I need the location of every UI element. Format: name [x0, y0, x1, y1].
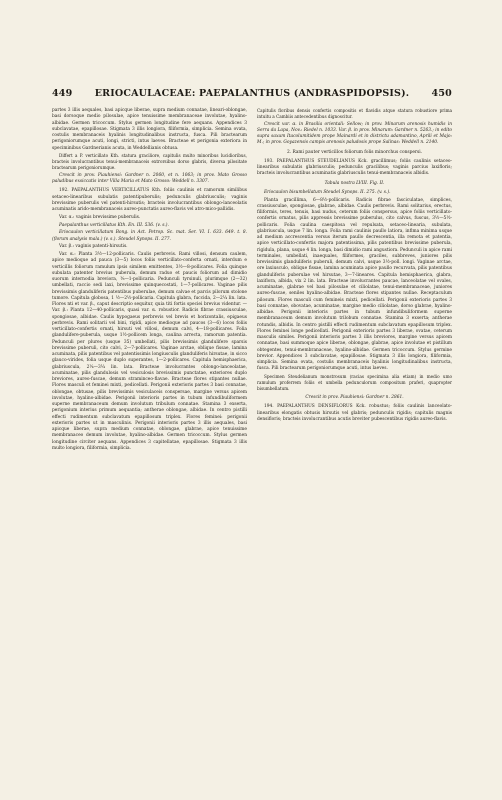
- running-title: ERIOCAULACEAE: PAEPALANTHUS (ANDRASPIDOPSIS).: [94, 88, 410, 99]
- description-paragraph: Var. α.: Planta 3½—12-pollicaris. Caulis perbrevis. Rami villosi, densum caulem, apice medioque ad pauca (3—5) locos foliis verticillato-conferta ornati, interdum e verticillis foliorum ramulum ipsis similem emittentes, 3½—8-pollicares. Folia quinque subulata patenter brevius puberula, demum raduo et paucis foliorum ad dimidio suorum internodia breviora, ⅜—1-pollicaria. Pedunculi tyrsinuli, plurimque (2—32) umbellati, raccio sedi laxi, brevissime quinquecostati, 1—7-pollicares. Vaginae pilis brevissimis glanduliferis patentibus puberulae, demum calvae et parcis pilorum stolone tumore. Capitula globosa, 1 ½—2½-pollicaria. Capitula glabra, fuccida, 2—2¼ lin. lata. Flores nti et var. β., caput descriptio sequitur, quia titi fortis speciei brevius videntur. — Var. β.: Planta 12—40-pollicaris, quasi var. α. robustior. Radicis fibrae crassiusculae, spongiosae, albidae. Caulis hypogaeus perbrevis vel brevis et horizontalis, epigaeus perbrevis. Rami solitarii vel bini, rigidi, apice medioque ad paucos (3—6) locos foliis verticillato-confertis ornati, hirsuti vel villosi, demum calvi, 4—18-pollicares. Folia glandulifere-puberula, usque 1½-pollicem longa, caulina arrecta, ramorum patentia. Pedunculi per plures (usque 35) umbellati, pilis brevissimis glandulifere sparsis brevissime puberuli, cito calvi, 2—7-pollicares. Vaginae arctae, oblique fissae, lamina acuminata, pilis patentibus vel patentissimis longiusculis glanduliferis hirsutae, in sicco glauco-virides, folia usque duplo superantes, 1—2-pollicares. Capitula hemisphaerica, glabriuscula, 2¼—3¼ lin. lata. Bracteae involucrantes oblongo-lanceolatae, acuminatae, pilis glandulosis vel vesiculosis brevissimis punctatae, exteriores duplo breviores, aureo-fuscae, demum straminceo-flavae. Bracteae flores stipantes nullae. Flores masculi et feminei mixti, pedicellati. Perigonii exterioris partes 3 basi connatae, oblongae, obtusae, pilis brevissimis vesiculaceis conspersae, margine versus apicem involutae, hyalino-albidae. Perigonii interioris partes in tubum infundibuliformem superne membranaceum demum involutum tribulum connatae. Stamina 3 exserta, perigonium interius primum aequantia; antherae oblongae, albidae. In centro pistilli effecti rudimentum subclavatum epapillosum triplex. Flores feminei: perigonii exterioris partes ut in masculinis. Perigonii interioris partes 3 illis aequales, basi apicque liberae, supra medium connatae, oblongae, glabrae, apice tenuissime membranaceo demum involutae, hyalino-albidae. Germen tricoccum. Stylus germen longitudine circiter aequans. Appendices 3 capitellatae, epapillosae. Stigmata 3 illis multo longiora, filiformia, simplicia.: [52, 252, 247, 451]
- section-heading: 2. Rami pauter verticillos foliorum folis minorchus conspersi.: [286, 149, 423, 155]
- synonym-line: Eriocaulon bisumbellatum Steudel Synops. II. 275. (v. s.).: [264, 189, 391, 195]
- synonym-line: Eriocaulon verticillatum Bong. in Act. Petrop. Sc. mat. Ser. VI. I. 633. 649. t. 8. (florum analysis mala.) (v. s.). Steudel Synops. II. 277.: [52, 230, 247, 242]
- locality-paragraph: Crescit in prov. Piauhiensi: Gardner n. 2861.: [305, 395, 404, 400]
- description-paragraph: Planta gracillima, 6—8½-pollicaris. Radicis fibrae fasciculatae, simplices, crassiusculae, spongiosae, glabrae, albidae. Caulis perbrevis. Rami solitarius, erectus, filiformis, teres, tenuis, basi nudus, ceterum foliis conspersus, apice foliis verticillato-confertis ornatus, pilis appressis brevissime puberulus, cito calvus, fuscus, 3½—5½-pollicaris. Folia caulina caespitosa vel repulsata, setaceo-linearia, subulata, glabriuscula, usque 7 lin. longa. Folia rami caulinis paullo latiora, infima minima usque ad medium accrescentia versus iterum paullo decrescentia, illa remota et patentia, apice verticillato-confertis majora patentissima, pilis patentibus brevissime puberula, rigidula, plana, usque 4 lin. longa, basi dimidio rami angustiora. Pedunculi in apice rami terminales, umbellati, inaequales, filiformes, graciles, subbreves, juniores pilis brevissimis glanduliferis puberuli, demum calvi, usque 3½-poll. longi. Vaginae arctae, ore laxiusculo, oblique fissae, lamina acuminata apice paullo recurvata, pilis patentibus glanduliferis puberulae vel hirsutae, 3—7-lineares. Capitula hemisphaerica, glabra, laxiflora, albida, vix 2 lin. lata. Bracteae involucrantes paucae, lanceolatae vel ovales, acuminatae, glabrae vel basi pilosulae et ciliolatae, tenui-membranaceae, juniores aureo-fuscae, seniles hyalino-albidae. Bracteae flores stipantes nullae. Receptaculum pilosum. Flores masculi cum femineis mixti, pedicellati. Perigonii exterioris partes 3 basi connatae, obovatae, acuminatae, margine medio ciliolatae, dorso glabrae, hyalino-albidae. Perigonii interioris partes in tubum infundibuliformem superne membranaceum demum involutum trilobum connatae. Stamina 3 exserta; antherae rotundis, albidis. In centro pistilli effecti rudimentum subclavatum epapillosum triplex. Flores feminei longe pedicellati. Perigonii exterioris partes 3 liberae, ovatae, ceterum masculis similes. Perigonii interioris partes 3 illis breviores, margine versus apicem connatae, basi summoque apice liberae, oblongae, glabrae, apice involutae et pistillum obtegentes, tenui-membranaceae, hyalino-albidae. Germen tricoccum. Stylus germine brevior. Appendices 3 subclavatae, epapillosae. Stigmata 3 illis longiora, filiformia, simplicia. Semina ovata, costulis membranaceis hyalinis longitudinalibus instructa, fusca. Pili bractearum perigoniorumque acuti, intus laeves.: [257, 197, 452, 372]
- variety-line: Var. α.: vaginis brevissime puberulis.: [59, 214, 141, 220]
- species-heading: 194. PAEPALANTHUS DENSIFLORUS Kck. robustus; foliis caulinis lanceolato-linearibus elongatis obtusis hirsutis vel glabris; pedunculis rigidis; capitulis magnis densifloris; bracteis involucrantibus acutis breviter pubescentibus rigidis aureo-flavis.: [257, 404, 452, 422]
- species-heading: 193. PAEPALANTHUS STEUDELIANUS Kck. gracillimus; foliis caulinis setaceo-linearibus subulatis glabriusculis; pedunculis gracilibus; vaginis parcius laxifloris; bracteis involucrantibus acuminatis glabriusculis tenui-membranaceis albidis.: [257, 158, 452, 177]
- plate-reference: Tabula nostra LVIII. Fig. II.: [324, 180, 385, 186]
- paragraph: partes 3 illis aequales, basi apicque liberae, supra medium connatae, lineari-oblongae, basi dorsoque medio pilosulae, apice tenuissime membranaceae involutae, hyalino-albidae. Germen tricoccum. Stylus germen longitudine fere aequans. Appendices 3 subclavatae, epapillosae. Stigmata 3 illis longiora, filiformia, simplicia. Semina ovata, costulis membranaceis hyalinis longitudinalibus instructa, fusca. Pili bractearum perigoniorumque acuti, longi, stricti, intus laeves. Bracteae et perigonia exteriora in speciminibus Gardnerianis acuta, in Weddellianis obtusa.: [52, 108, 247, 151]
- variety-line: Var. β.: vaginis patenti-hirsutis.: [59, 244, 128, 250]
- right-page-number: 450: [431, 88, 452, 99]
- left-page-number: 449: [52, 88, 73, 99]
- synonym-line: Paepalanthus verticillatus Kth. En. III. 536. (v. s.).: [59, 222, 169, 228]
- paragraph: Differt a P. verticillato Kth. statura graciliore, capitulis multo minoribus lucidioribus, bracteis involucrantibus tenui-membranaceis extrorsibus dorso glabris, diversa pilositate bractearum perigoniorumque.: [52, 153, 247, 171]
- left-column: [52, 108, 247, 454]
- species-heading: 192. PAEPALANTHUS VERTICILLATUS Kth. foliis caulinis et ramorum similibus setaceo-linearibus subulatis patentipuberulis; pedunculis glabriusculis; vaginis brevissime puberulis vel patenti-hirsutis; bracteis involucrantibus oblongo-lanceolatis acuminatis arido-membranaceis aureo-punctatis aureo-flavis vel atro-mico-pallidis.: [52, 188, 247, 212]
- locality-paragraph: Crescit in prov. Piauhiensi: Gardner n. 2060, et n. 1063; in prov. Mato Grosso paludibus exsiccatis inter Villa Maria et Mato Grosso: Weddell n. 3307.: [52, 172, 247, 184]
- locality-paragraph: Crescit var. α. in Brasilia orientali: Sellow; in prov. Minarum arenosis humidis in Serra da Lapa, Nov.: Riedel n. 1033. Var. β. in prov. Minarum: Gardner n. 5263.; in edito supra saxum Itacolumitidem prope Mainardi et in districtu adamantino, Aprili et Majo: M.; in prov. Goyazensis campis arenosis paludosis prope Salinas: Weddell n. 2140.: [257, 121, 452, 146]
- running-header: [52, 88, 452, 99]
- right-column: [257, 108, 452, 454]
- text-columns: [52, 108, 452, 454]
- paragraph: Capitulis floribus densis confertis compositis et flavidis atque statura robustiore prima intuitu a Cambiis antecedentibus dignoscitur.: [257, 108, 452, 119]
- paragraph: Specimen Steudelianum monstrosum (racias specimina alia etiam) in medio umo ramulum proferrem foliis et umbella pedunculorum compositum praferi, quapropter bisumbellatum.: [257, 374, 452, 391]
